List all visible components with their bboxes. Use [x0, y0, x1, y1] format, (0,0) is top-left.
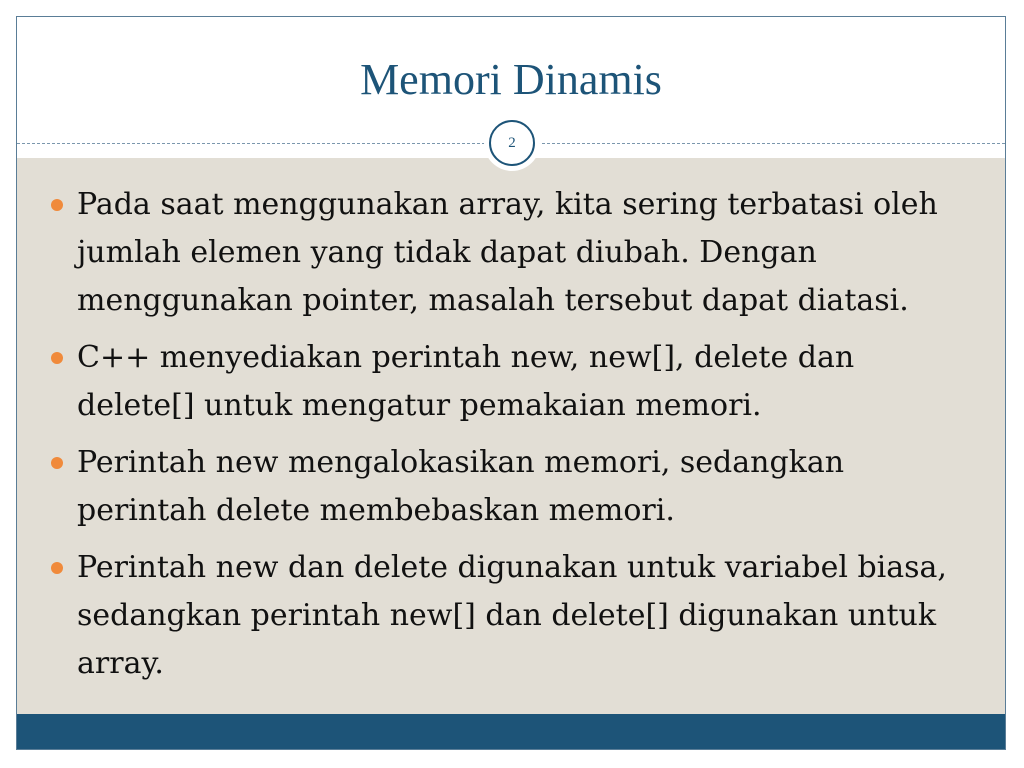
bullet-dot-icon: [51, 457, 63, 469]
footer-bar: [17, 714, 1005, 749]
bullet-item-1: [49, 181, 969, 325]
page-number: 2: [489, 120, 535, 166]
bullet-dot-icon: [51, 352, 63, 364]
bullet-item-2: [49, 334, 969, 430]
page-number-badge: [484, 115, 540, 171]
bullet-item-3: [49, 439, 969, 535]
bullet-item-4: [49, 544, 969, 688]
bullet-text-4: Perintah new dan delete digunakan untuk variabel biasa, sedangkan perintah new[] dan delete[] digunakan untuk array.: [77, 550, 947, 681]
bullet-dot-icon: [51, 562, 63, 574]
bullet-text-3: Perintah new mengalokasikan memori, sedangkan perintah delete membebaskan memori.: [77, 445, 845, 528]
bullet-dot-icon: [51, 199, 63, 211]
slide: [16, 16, 1006, 750]
bullet-text-1: Pada saat menggunakan array, kita sering terbatasi oleh jumlah elemen yang tidak dapat diubah. Dengan menggunakan pointer, masalah tersebut dapat diatasi.: [77, 187, 938, 318]
bullet-text-2: C++ menyediakan perintah new, new[], delete dan delete[] untuk mengatur pemakaian memori.: [77, 340, 855, 423]
slide-title: Memori Dinamis: [360, 55, 662, 104]
bullet-list: [49, 181, 969, 697]
